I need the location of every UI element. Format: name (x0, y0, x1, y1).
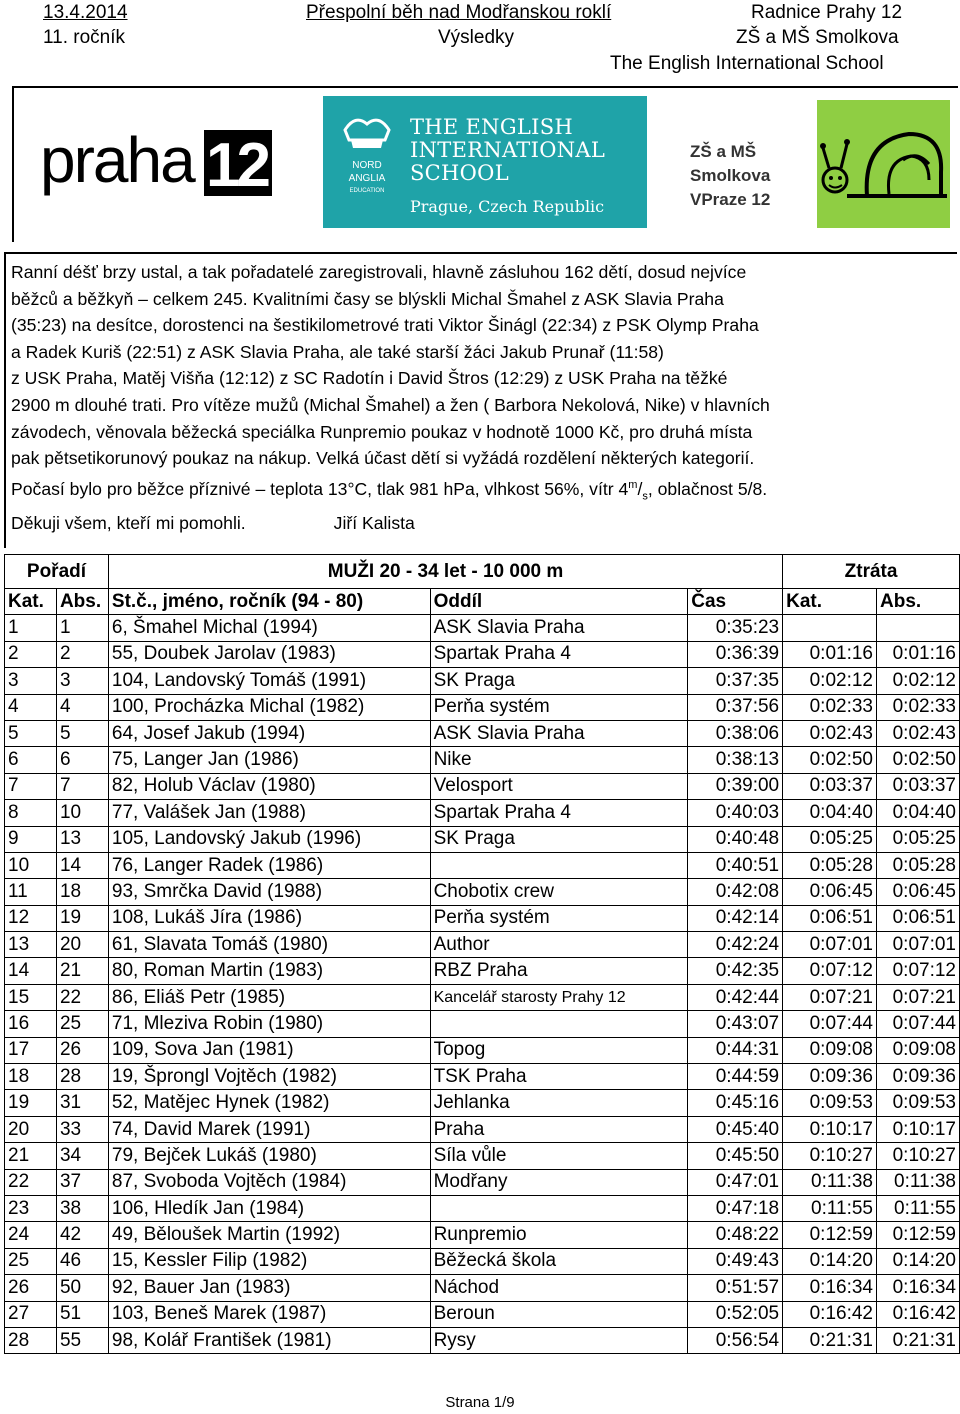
cell-name: 92, Bauer Jan (1983) (108, 1275, 430, 1301)
table-header-row-1 (5, 555, 960, 589)
cell-name: 75, Langer Jan (1986) (108, 747, 430, 773)
cell-abs: 51 (56, 1301, 108, 1327)
cell-club: RBZ Praha (430, 958, 688, 984)
cell-abs: 20 (56, 932, 108, 958)
table-row (5, 720, 960, 746)
svg-text:EDUCATION: EDUCATION (349, 188, 385, 194)
cell-kat: 28 (5, 1327, 57, 1353)
cell-loss-kat: 0:12:59 (783, 1222, 877, 1248)
cell-kat: 8 (5, 800, 57, 826)
cell-loss-kat: 0:09:53 (783, 1090, 877, 1116)
table-row (5, 1275, 960, 1301)
cell-abs: 34 (56, 1143, 108, 1169)
cell-kat: 24 (5, 1222, 57, 1248)
cell-abs: 50 (56, 1275, 108, 1301)
cell-loss-abs: 0:07:44 (877, 1011, 960, 1037)
cell-name: 15, Kessler Filip (1982) (108, 1248, 430, 1274)
cell-name: 77, Valášek Jan (1988) (108, 800, 430, 826)
table-row (5, 1064, 960, 1090)
header-category: MUŽI 20 - 34 let - 10 000 m (108, 555, 782, 589)
cell-loss-abs: 0:04:40 (877, 800, 960, 826)
header-kat: Kat. (5, 589, 57, 615)
header-name: St.č., jméno, ročník (94 - 80) (108, 589, 430, 615)
cell-time: 0:51:57 (688, 1275, 783, 1301)
cell-name: 79, Bejček Lukáš (1980) (108, 1143, 430, 1169)
page-number: Strana 1/9 (445, 1394, 515, 1411)
results-table (4, 554, 960, 1354)
cell-name: 109, Sova Jan (1981) (108, 1037, 430, 1063)
cell-time: 0:40:03 (688, 800, 783, 826)
cell-abs: 22 (56, 984, 108, 1010)
cell-abs: 55 (56, 1327, 108, 1353)
cell-abs: 21 (56, 958, 108, 984)
table-row (5, 1222, 960, 1248)
cell-abs: 6 (56, 747, 108, 773)
cell-loss-abs: 0:02:12 (877, 668, 960, 694)
cell-name: 82, Holub Václav (1980) (108, 773, 430, 799)
table-row (5, 1011, 960, 1037)
cell-kat: 3 (5, 668, 57, 694)
cell-time: 0:36:39 (688, 641, 783, 667)
table-row (5, 984, 960, 1010)
cell-club: ASK Slavia Praha (430, 615, 688, 641)
cell-name: 104, Landovský Tomáš (1991) (108, 668, 430, 694)
cell-abs: 10 (56, 800, 108, 826)
cell-abs: 13 (56, 826, 108, 852)
cell-time: 0:56:54 (688, 1327, 783, 1353)
cell-loss-abs: 0:07:12 (877, 958, 960, 984)
cell-club: Topog (430, 1037, 688, 1063)
cell-kat: 27 (5, 1301, 57, 1327)
cell-loss-kat: 0:06:45 (783, 879, 877, 905)
cell-club: Runpremio (430, 1222, 688, 1248)
cell-club: Nike (430, 747, 688, 773)
event-edition: 11. ročník (43, 27, 126, 48)
svg-text:ANGLIA: ANGLIA (348, 173, 386, 184)
cell-loss-abs: 0:07:21 (877, 984, 960, 1010)
cell-time: 0:44:59 (688, 1064, 783, 1090)
header-cas: Čas (688, 589, 783, 615)
table-row (5, 958, 960, 984)
cell-loss-kat: 0:01:16 (783, 641, 877, 667)
cell-loss-abs: 0:16:34 (877, 1275, 960, 1301)
cell-loss-kat: 0:05:25 (783, 826, 877, 852)
cell-time: 0:44:31 (688, 1037, 783, 1063)
cell-loss-kat: 0:09:08 (783, 1037, 877, 1063)
cell-club: Chobotix crew (430, 879, 688, 905)
cell-kat: 15 (5, 984, 57, 1010)
organizer-smolkova: ZŠ a MŠ Smolkova (736, 27, 899, 48)
cell-time: 0:38:13 (688, 747, 783, 773)
cell-club: Spartak Praha 4 (430, 800, 688, 826)
cell-loss-abs: 0:02:43 (877, 720, 960, 746)
cell-loss-abs: 0:10:17 (877, 1116, 960, 1142)
cell-abs: 28 (56, 1064, 108, 1090)
cell-abs: 26 (56, 1037, 108, 1063)
cell-loss-kat: 0:07:01 (783, 932, 877, 958)
cell-abs: 46 (56, 1248, 108, 1274)
cell-loss-abs: 0:07:01 (877, 932, 960, 958)
cell-abs: 19 (56, 905, 108, 931)
cell-kat: 17 (5, 1037, 57, 1063)
cell-kat: 9 (5, 826, 57, 852)
table-row (5, 1169, 960, 1195)
cell-abs: 14 (56, 852, 108, 878)
cell-abs: 25 (56, 1011, 108, 1037)
table-row (5, 773, 960, 799)
header-row-2 (0, 25, 960, 51)
cell-loss-abs: 0:05:25 (877, 826, 960, 852)
table-row (5, 1327, 960, 1353)
cell-name: 76, Langer Radek (1986) (108, 852, 430, 878)
table-header-row-2 (5, 589, 960, 615)
cell-name: 105, Landovský Jakub (1996) (108, 826, 430, 852)
cell-club: Perňa systém (430, 905, 688, 931)
cell-name: 86, Eliáš Petr (1985) (108, 984, 430, 1010)
cell-name: 108, Lukáš Jíra (1986) (108, 905, 430, 931)
cell-name: 49, Běloušek Martin (1992) (108, 1222, 430, 1248)
cell-loss-abs: 0:09:53 (877, 1090, 960, 1116)
cell-loss-abs: 0:06:45 (877, 879, 960, 905)
cell-loss-kat (783, 615, 877, 641)
cell-time: 0:42:24 (688, 932, 783, 958)
cell-kat: 14 (5, 958, 57, 984)
cell-loss-kat: 0:16:34 (783, 1275, 877, 1301)
cell-time: 0:47:01 (688, 1169, 783, 1195)
cell-club: ASK Slavia Praha (430, 720, 688, 746)
signature: Jiří Kalista (333, 512, 415, 533)
cell-kat: 22 (5, 1169, 57, 1195)
cell-loss-kat: 0:09:36 (783, 1064, 877, 1090)
cell-abs: 1 (56, 615, 108, 641)
cell-abs: 4 (56, 694, 108, 720)
cell-loss-kat: 0:11:38 (783, 1169, 877, 1195)
cell-kat: 6 (5, 747, 57, 773)
cell-kat: 25 (5, 1248, 57, 1274)
cell-loss-kat: 0:02:12 (783, 668, 877, 694)
cell-abs: 3 (56, 668, 108, 694)
cell-kat: 5 (5, 720, 57, 746)
cell-name: 71, Mleziva Robin (1980) (108, 1011, 430, 1037)
cell-time: 0:45:50 (688, 1143, 783, 1169)
cell-name: 103, Beneš Marek (1987) (108, 1301, 430, 1327)
cell-loss-abs: 0:11:55 (877, 1195, 960, 1221)
cell-abs: 5 (56, 720, 108, 746)
cell-club: Jehlanka (430, 1090, 688, 1116)
cell-club: SK Praga (430, 826, 688, 852)
cell-club: Beroun (430, 1301, 688, 1327)
svg-text:praha: praha (40, 124, 194, 196)
cell-loss-kat: 0:14:20 (783, 1248, 877, 1274)
cell-loss-abs: 0:02:50 (877, 747, 960, 773)
event-date: 13.4.2014 (43, 2, 128, 23)
header-row-3 (0, 51, 960, 77)
table-row (5, 852, 960, 878)
cell-time: 0:35:23 (688, 615, 783, 641)
intro-text: Ranní déšť brzy ustal, a tak pořadatelé zaregistrovali, hlavně zásluhou 162 dětí, dosud nejvíce běžců a běžkyň – celkem 245. Kvalitními časy se blýskli Michal Šmahel z ASK Slavia Praha (35:23) na desítce, dorostenci na šestikilometrové trati Viktor Šinágl (22:34) z PSK Olymp Praha a Radek Kuriš (22:51) z ASK Slavia Praha, ale také starší žáci Jakub Prunař (11:58) z USK Praha, Matěj Višňa (12:12) z SC Radotín i David Štros (12:29) z USK Praha na těžké 2900 m dlouhé trati. Pro vítěze mužů (Michal Šmahel) a žen ( Barbora Nekolová, Nike) v hlavních závodech, věnovala běžecká speciálka Runpremio poukaz v hodnotě 1000 Kč, pro druhá místa pak pětsetikorunový poukaz na nákup. Velká účast dětí si vyžádá rozdělení některých kategorií. Počasí bylo pro běžce příznivé – teplota 13°C, tlak 981 hPa, vlhkost 56%, vítr $4^m/_s$, oblačnost 5/8. Děkuji všem, kteří mi pomohli. Jiří Kalista (4, 252, 957, 548)
cell-name: 106, Hledík Jan (1984) (108, 1195, 430, 1221)
cell-time: 0:39:00 (688, 773, 783, 799)
table-row (5, 641, 960, 667)
eis-logo (323, 96, 647, 228)
header-ztrata-abs: Abs. (877, 589, 960, 615)
table-row (5, 1248, 960, 1274)
svg-text:NORD: NORD (352, 160, 382, 171)
cell-club: Velosport (430, 773, 688, 799)
cell-club: Praha (430, 1116, 688, 1142)
weather-line: Počasí bylo pro běžce příznivé – teplota 13°C, tlak 981 hPa, vlhkost 56%, vítr $4^m/_s$, oblačnost 5/8. (11, 478, 768, 503)
cell-name: 19, Šprongl Vojtěch (1982) (108, 1064, 430, 1090)
cell-kat: 26 (5, 1275, 57, 1301)
cell-club (430, 852, 688, 878)
cell-abs: 42 (56, 1222, 108, 1248)
table-row (5, 1143, 960, 1169)
table-row (5, 1090, 960, 1116)
cell-loss-abs: 0:16:42 (877, 1301, 960, 1327)
table-row (5, 826, 960, 852)
table-row (5, 905, 960, 931)
table-row (5, 1116, 960, 1142)
cell-loss-kat: 0:11:55 (783, 1195, 877, 1221)
cell-kat: 23 (5, 1195, 57, 1221)
cell-abs: 2 (56, 641, 108, 667)
cell-loss-abs (877, 615, 960, 641)
cell-name: 87, Svoboda Vojtěch (1984) (108, 1169, 430, 1195)
table-row (5, 615, 960, 641)
cell-time: 0:49:43 (688, 1248, 783, 1274)
cell-time: 0:42:14 (688, 905, 783, 931)
cell-kat: 19 (5, 1090, 57, 1116)
organizer-eis: The English International School (610, 53, 884, 74)
cell-loss-kat: 0:05:28 (783, 852, 877, 878)
cell-kat: 11 (5, 879, 57, 905)
cell-loss-kat: 0:10:17 (783, 1116, 877, 1142)
cell-time: 0:37:56 (688, 694, 783, 720)
header-poradi: Pořadí (5, 555, 109, 589)
svg-text:12: 12 (206, 131, 267, 200)
cell-loss-abs: 0:06:51 (877, 905, 960, 931)
cell-club: SK Praga (430, 668, 688, 694)
cell-club: TSK Praha (430, 1064, 688, 1090)
table-row (5, 1301, 960, 1327)
cell-club: Náchod (430, 1275, 688, 1301)
smolkova-snail-logo (817, 100, 950, 228)
cell-kat: 16 (5, 1011, 57, 1037)
nord-anglia-crest-icon (337, 110, 397, 210)
cell-time: 0:47:18 (688, 1195, 783, 1221)
cell-abs: 7 (56, 773, 108, 799)
cell-kat: 13 (5, 932, 57, 958)
table-row (5, 932, 960, 958)
cell-loss-abs: 0:05:28 (877, 852, 960, 878)
header-oddil: Oddíl (430, 589, 688, 615)
cell-loss-kat: 0:16:42 (783, 1301, 877, 1327)
cell-loss-kat: 0:04:40 (783, 800, 877, 826)
cell-time: 0:48:22 (688, 1222, 783, 1248)
cell-club: Rysy (430, 1327, 688, 1353)
cell-loss-kat: 0:06:51 (783, 905, 877, 931)
cell-time: 0:42:08 (688, 879, 783, 905)
cell-name: 98, Kolář František (1981) (108, 1327, 430, 1353)
cell-kat: 4 (5, 694, 57, 720)
cell-time: 0:40:51 (688, 852, 783, 878)
cell-loss-kat: 0:02:43 (783, 720, 877, 746)
cell-loss-abs: 0:02:33 (877, 694, 960, 720)
header-row-1 (0, 0, 960, 26)
event-title: Přespolní běh nad Modřanskou roklí (306, 2, 612, 23)
table-row (5, 747, 960, 773)
cell-club: Modřany (430, 1169, 688, 1195)
thanks-line: Děkuji všem, kteří mi pomohli. Jiří Kalista (11, 512, 415, 533)
cell-name: 93, Smrčka David (1988) (108, 879, 430, 905)
cell-time: 0:52:05 (688, 1301, 783, 1327)
cell-name: 64, Josef Jakub (1994) (108, 720, 430, 746)
cell-loss-kat: 0:07:44 (783, 1011, 877, 1037)
cell-time: 0:40:48 (688, 826, 783, 852)
cell-time: 0:42:35 (688, 958, 783, 984)
cell-loss-abs: 0:09:08 (877, 1037, 960, 1063)
cell-loss-abs: 0:01:16 (877, 641, 960, 667)
cell-club: Spartak Praha 4 (430, 641, 688, 667)
cell-name: 80, Roman Martin (1983) (108, 958, 430, 984)
cell-time: 0:45:16 (688, 1090, 783, 1116)
cell-club: Author (430, 932, 688, 958)
table-row (5, 668, 960, 694)
cell-club: Kancelář starosty Prahy 12 (430, 984, 688, 1010)
cell-loss-abs: 0:10:27 (877, 1143, 960, 1169)
cell-name: 61, Slavata Tomáš (1980) (108, 932, 430, 958)
cell-kat: 7 (5, 773, 57, 799)
cell-loss-kat: 0:21:31 (783, 1327, 877, 1353)
cell-abs: 33 (56, 1116, 108, 1142)
cell-time: 0:37:35 (688, 668, 783, 694)
cell-name: 74, David Marek (1991) (108, 1116, 430, 1142)
table-row (5, 800, 960, 826)
cell-kat: 10 (5, 852, 57, 878)
cell-loss-kat: 0:07:12 (783, 958, 877, 984)
organizer-radnice: Radnice Prahy 12 (751, 2, 903, 23)
cell-loss-abs: 0:11:38 (877, 1169, 960, 1195)
cell-abs: 31 (56, 1090, 108, 1116)
cell-kat: 1 (5, 615, 57, 641)
results-body (5, 615, 960, 1354)
cell-loss-abs: 0:09:36 (877, 1064, 960, 1090)
eis-logo-text: THE ENGLISH INTERNATIONAL SCHOOL Prague, Czech Republic (410, 115, 606, 216)
cell-loss-abs: 0:21:31 (877, 1327, 960, 1353)
header-ztrata: Ztráta (783, 555, 960, 589)
cell-kat: 18 (5, 1064, 57, 1090)
cell-kat: 12 (5, 905, 57, 931)
cell-club (430, 1011, 688, 1037)
header-abs: Abs. (56, 589, 108, 615)
cell-name: 6, Šmahel Michal (1994) (108, 615, 430, 641)
cell-name: 100, Procházka Michal (1982) (108, 694, 430, 720)
cell-time: 0:42:44 (688, 984, 783, 1010)
header-ztrata-kat: Kat. (783, 589, 877, 615)
cell-loss-kat: 0:07:21 (783, 984, 877, 1010)
section-title: Výsledky (438, 27, 515, 48)
cell-club: Síla vůle (430, 1143, 688, 1169)
cell-abs: 38 (56, 1195, 108, 1221)
cell-club: Perňa systém (430, 694, 688, 720)
praha12-logo (40, 124, 280, 209)
cell-time: 0:45:40 (688, 1116, 783, 1142)
cell-kat: 21 (5, 1143, 57, 1169)
table-row (5, 879, 960, 905)
cell-kat: 2 (5, 641, 57, 667)
table-row (5, 1195, 960, 1221)
cell-name: 55, Doubek Jarolav (1983) (108, 641, 430, 667)
cell-club (430, 1195, 688, 1221)
cell-kat: 20 (5, 1116, 57, 1142)
cell-time: 0:43:07 (688, 1011, 783, 1037)
cell-loss-kat: 0:02:50 (783, 747, 877, 773)
cell-name: 52, Matějec Hynek (1982) (108, 1090, 430, 1116)
cell-abs: 18 (56, 879, 108, 905)
cell-loss-abs: 0:12:59 (877, 1222, 960, 1248)
cell-club: Běžecká škola (430, 1248, 688, 1274)
cell-loss-kat: 0:02:33 (783, 694, 877, 720)
cell-loss-abs: 0:14:20 (877, 1248, 960, 1274)
table-row (5, 694, 960, 720)
smolkova-logo-text: ZŠ a MŠ Smolkova VPraze 12 (690, 142, 771, 209)
cell-loss-kat: 0:10:27 (783, 1143, 877, 1169)
cell-loss-abs: 0:03:37 (877, 773, 960, 799)
cell-abs: 37 (56, 1169, 108, 1195)
cell-time: 0:38:06 (688, 720, 783, 746)
table-row (5, 1037, 960, 1063)
cell-loss-kat: 0:03:37 (783, 773, 877, 799)
